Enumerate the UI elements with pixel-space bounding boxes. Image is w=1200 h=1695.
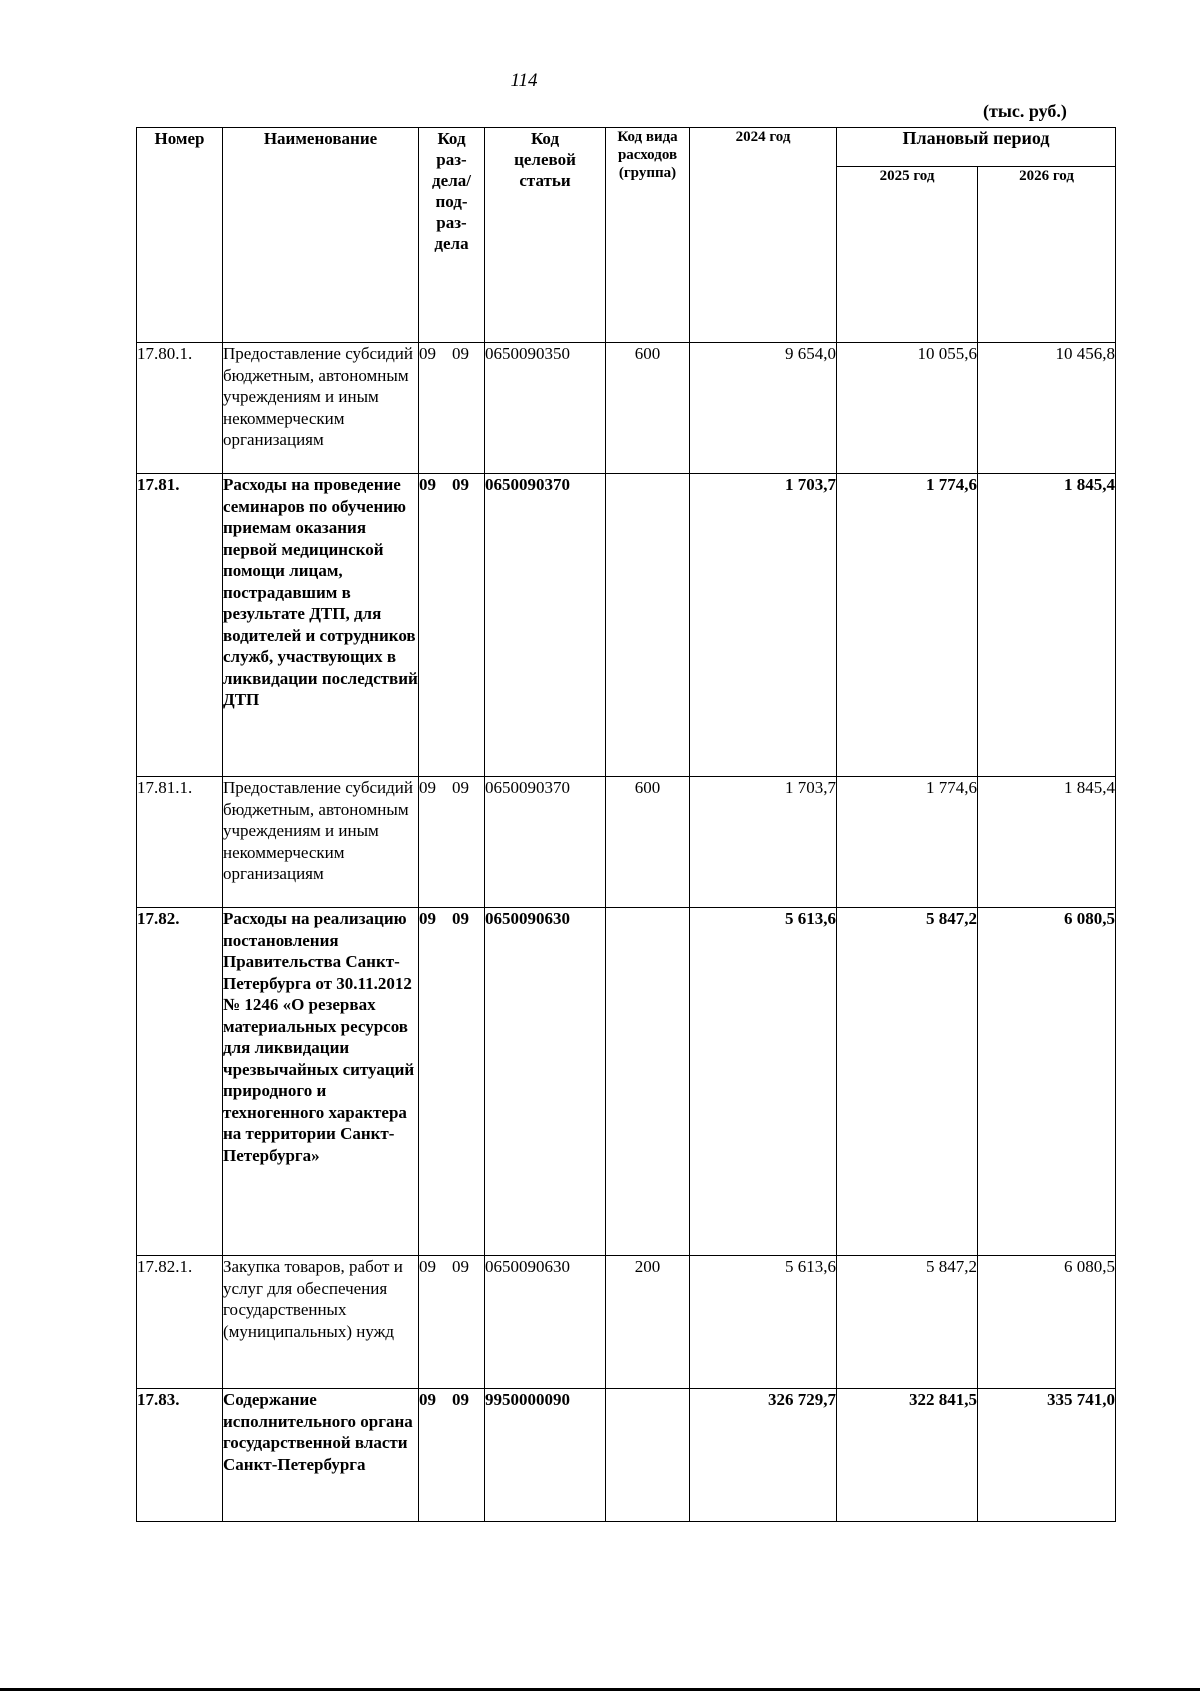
row-amount-2026: 6 080,5 bbox=[978, 908, 1116, 1256]
row-target-code: 0650090630 bbox=[485, 908, 606, 1256]
row-amount-2026: 10 456,8 bbox=[978, 343, 1116, 474]
header-target-code: Код целевой статьи bbox=[485, 128, 606, 343]
row-number: 17.82. bbox=[137, 908, 223, 1256]
table-row bbox=[137, 1389, 1116, 1522]
header-planned-period: Плановый период bbox=[837, 128, 1116, 167]
header-number: Номер bbox=[137, 128, 223, 343]
row-section-code: 09 09 bbox=[419, 474, 485, 777]
row-amount-2024: 5 613,6 bbox=[690, 1256, 837, 1389]
table-row bbox=[137, 343, 1116, 474]
row-expense-type bbox=[606, 908, 690, 1256]
row-section-code: 09 09 bbox=[419, 777, 485, 908]
table-row bbox=[137, 474, 1116, 777]
row-amount-2025: 5 847,2 bbox=[837, 908, 978, 1256]
row-amount-2025: 1 774,6 bbox=[837, 474, 978, 777]
row-amount-2026: 6 080,5 bbox=[978, 1256, 1116, 1389]
row-name: Предоставление субсидий бюджетным, автономным учреждениям и иным некоммерческим организациям bbox=[223, 343, 419, 474]
row-target-code: 0650090370 bbox=[485, 777, 606, 908]
row-amount-2025: 5 847,2 bbox=[837, 1256, 978, 1389]
row-amount-2025: 10 055,6 bbox=[837, 343, 978, 474]
row-name: Расходы на проведение семинаров по обучению приемам оказания первой медицинской помощи лицам, пострадавшим в результате ДТП, для водителей и сотрудников служб, участвующих в ликвидации последствий ДТП bbox=[223, 474, 419, 777]
scan-edge-line bbox=[0, 1688, 1200, 1691]
header-year-2025: 2025 год bbox=[837, 167, 978, 343]
row-number: 17.80.1. bbox=[137, 343, 223, 474]
header-year-2024: 2024 год bbox=[690, 128, 837, 343]
row-name: Содержание исполнительного органа государственной власти Санкт-Петербурга bbox=[223, 1389, 419, 1522]
row-amount-2025: 322 841,5 bbox=[837, 1389, 978, 1522]
row-expense-type: 600 bbox=[606, 343, 690, 474]
table-row bbox=[137, 1256, 1116, 1389]
row-amount-2026: 1 845,4 bbox=[978, 777, 1116, 908]
row-amount-2025: 1 774,6 bbox=[837, 777, 978, 908]
page-number: 114 bbox=[510, 70, 538, 91]
row-number: 17.81.1. bbox=[137, 777, 223, 908]
row-amount-2024: 9 654,0 bbox=[690, 343, 837, 474]
row-amount-2024: 326 729,7 bbox=[690, 1389, 837, 1522]
row-number: 17.82.1. bbox=[137, 1256, 223, 1389]
row-amount-2026: 335 741,0 bbox=[978, 1389, 1116, 1522]
row-target-code: 9950000090 bbox=[485, 1389, 606, 1522]
row-expense-type: 200 bbox=[606, 1256, 690, 1389]
row-target-code: 0650090630 bbox=[485, 1256, 606, 1389]
table-row bbox=[137, 908, 1116, 1256]
row-number: 17.81. bbox=[137, 474, 223, 777]
row-amount-2024: 1 703,7 bbox=[690, 777, 837, 908]
row-amount-2026: 1 845,4 bbox=[978, 474, 1116, 777]
header-expense-type: Код вида расходов (группа) bbox=[606, 128, 690, 343]
row-amount-2024: 5 613,6 bbox=[690, 908, 837, 1256]
row-section-code: 09 09 bbox=[419, 1389, 485, 1522]
row-section-code: 09 09 bbox=[419, 1256, 485, 1389]
row-expense-type bbox=[606, 1389, 690, 1522]
units-label: (тыс. руб.) bbox=[983, 101, 1067, 121]
row-expense-type: 600 bbox=[606, 777, 690, 908]
row-expense-type bbox=[606, 474, 690, 777]
budget-table bbox=[136, 127, 1116, 1522]
header-year-2026: 2026 год bbox=[978, 167, 1116, 343]
header-name: Наименование bbox=[223, 128, 419, 343]
row-section-code: 09 09 bbox=[419, 908, 485, 1256]
row-name: Предоставление субсидий бюджетным, автономным учреждениям и иным некоммерческим организациям bbox=[223, 777, 419, 908]
row-section-code: 09 09 bbox=[419, 343, 485, 474]
row-number: 17.83. bbox=[137, 1389, 223, 1522]
row-name: Закупка товаров, работ и услуг для обеспечения государственных (муниципальных) нужд bbox=[223, 1256, 419, 1389]
row-amount-2024: 1 703,7 bbox=[690, 474, 837, 777]
header-section-code: Код раз- дела/ под- раз- дела bbox=[419, 128, 485, 343]
row-name: Расходы на реализацию постановления Правительства Санкт-Петербурга от 30.11.2012 № 1246 «О резервах материальных ресурсов для ликвидации чрезвычайных ситуаций природного и техногенного характера на территории Санкт-Петербурга» bbox=[223, 908, 419, 1256]
row-target-code: 0650090350 bbox=[485, 343, 606, 474]
table-row bbox=[137, 777, 1116, 908]
row-target-code: 0650090370 bbox=[485, 474, 606, 777]
